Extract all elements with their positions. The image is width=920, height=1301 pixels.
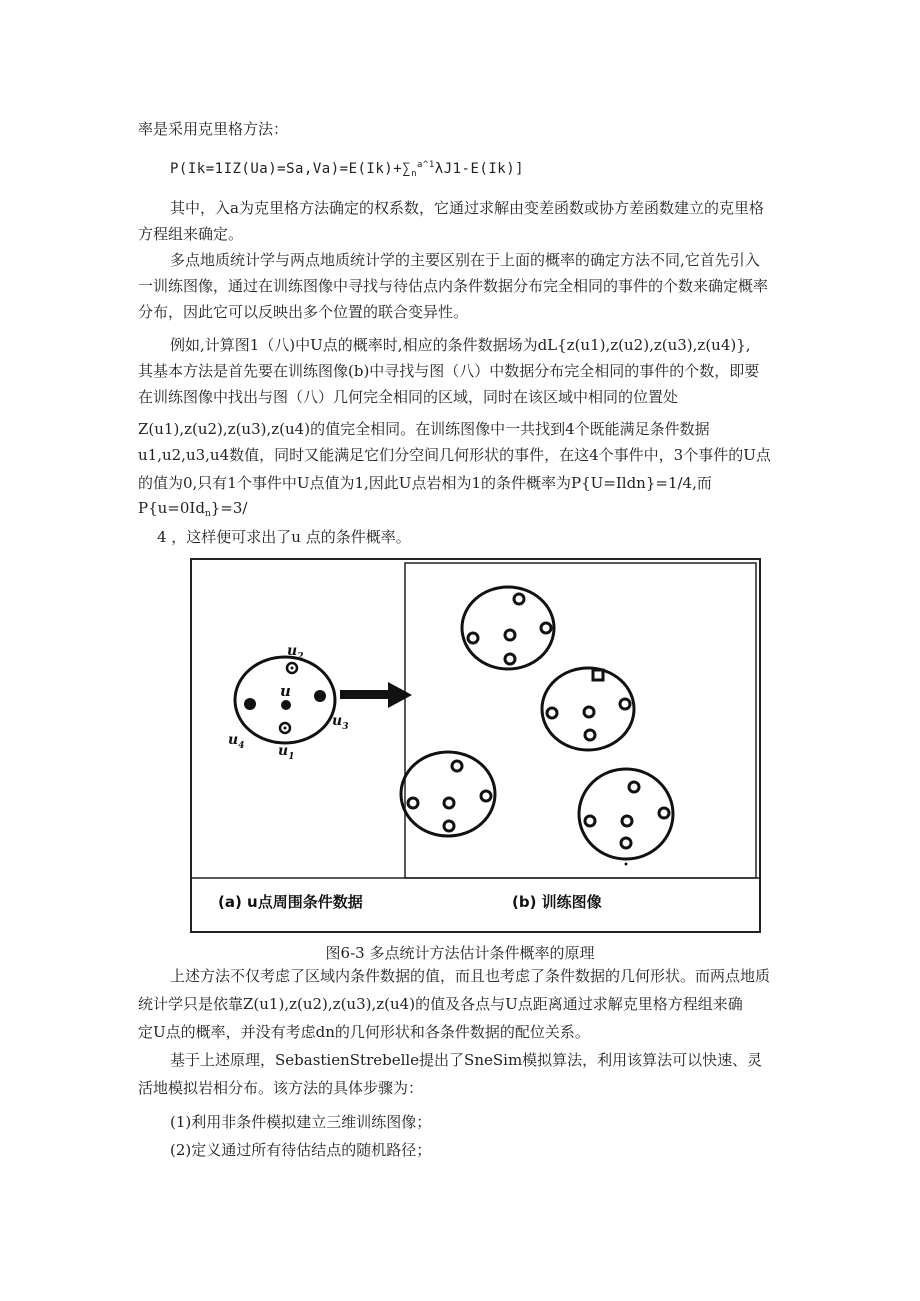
arrow-icon [340,682,412,708]
paragraph-line: 上述方法不仅考虑了区域内条件数据的值，而且也考虑了条件数据的几何形状。而两点地质 [170,967,771,985]
point-u3 [314,690,326,702]
text-span: P{u=0Id [138,499,205,517]
formula-subscript: n [411,169,417,179]
point-u4 [244,698,256,710]
training-pattern-3 [401,752,495,836]
training-pattern-2 [542,668,634,750]
formula [170,155,524,184]
paragraph-line: 例如,计算图1（八)中U点的概率时,相应的条件数据场为dL{z(u1),z(u2),z(u3),z(u4)}, [170,336,751,354]
paragraph-line: u1,u2,u3,u4数值，同时又能满足它们分空间几何形状的事件，在这4个事件中，3个事件的U点 [138,446,771,464]
training-pattern-1 [462,587,554,669]
label-u2: $u_2$ [287,643,304,662]
panel-a-label: (a) u点周围条件数据 [218,893,363,911]
paragraph-line: 基于上述原理，SebastienStrebelle提出了SneSim模拟算法，利用该算法可以快速、灵 [170,1051,763,1069]
label-u3: $u_3$ [332,713,349,732]
point-u1-dot [284,727,287,730]
paragraph-line [138,498,247,524]
label-u4: $u_4$ [228,732,245,751]
paragraph-line: 方程组来确定。 [138,225,244,243]
paragraph-line: 在训练图像中找出与图（八）几何完全相同的区域，同时在该区域中相同的位置处 [138,388,679,406]
label-u: u [280,682,291,700]
list-item: (1)利用非条件模拟建立三维训练图像； [170,1113,432,1131]
label-u1: $u_1$ [278,743,295,762]
paragraph-line: 其基本方法是首先要在训练图像(b)中寻找与图（八）中数据分布完全相同的事件的个数，即要 [138,362,760,380]
paragraph-line: Z(u1),z(u2),z(u3),z(u4)的值完全相同。在训练图像中一共找到4个既能满足条件数据 [138,420,710,438]
figure-caption: 图6-3 多点统计方法估计条件概率的原理 [325,944,595,962]
panel-b-label: (b) 训练图像 [512,893,602,911]
formula-part: λJ1-E(Ik)] [434,161,525,177]
subscript: n [204,509,211,519]
paragraph-line: 分布，因此它可以反映出多个位置的联合变异性。 [138,303,469,321]
text-span: }=3/ [210,499,248,517]
formula-superscript: a^1 [417,160,435,170]
paragraph-line: 4 ，这样便可求出了u 点的条件概率。 [157,528,411,546]
paragraph-line: 其中，入a为克里格方法确定的权系数，它通过求解由变差函数或协方差函数建立的克里格 [170,199,764,217]
paragraph-line: 率是采用克里格方法： [138,120,289,138]
paragraph-line: 多点地质统计学与两点地质统计学的主要区别在于上面的概率的确定方法不同,它首先引入 [170,251,760,269]
paragraph-line: 一训练图像，通过在训练图像中寻找与待估点内条件数据分布完全相同的事件的个数来确定概率 [138,277,769,295]
point-u [281,700,291,710]
figure-border [191,559,760,932]
figure-6-3 [190,558,761,933]
paragraph-line: 定U点的概率，并没有考虑dn的几何形状和各条件数据的配位关系。 [138,1023,590,1041]
paragraph-line: 统计学只是依靠Z(u1),z(u2),z(u3),z(u4)的值及各点与U点距离通过求解克里格方程组来确 [138,995,743,1013]
paragraph-line: 的值为0,只有1个事件中U点值为1,因此U点岩相为1的条件概率为P{U=Ildn}=1/4,而 [138,474,712,492]
list-item: (2)定义通过所有待估结点的随机路径； [170,1141,432,1159]
training-image-frame [405,563,756,878]
paragraph-line: 活地模拟岩相分布。该方法的具体步骤为： [138,1079,424,1097]
formula-part: P(Ik=1IZ(Ua)=Sa,Va)=E(Ik)+∑ [170,161,412,177]
point-u2-dot [291,667,294,670]
training-pattern-4 [579,769,673,866]
